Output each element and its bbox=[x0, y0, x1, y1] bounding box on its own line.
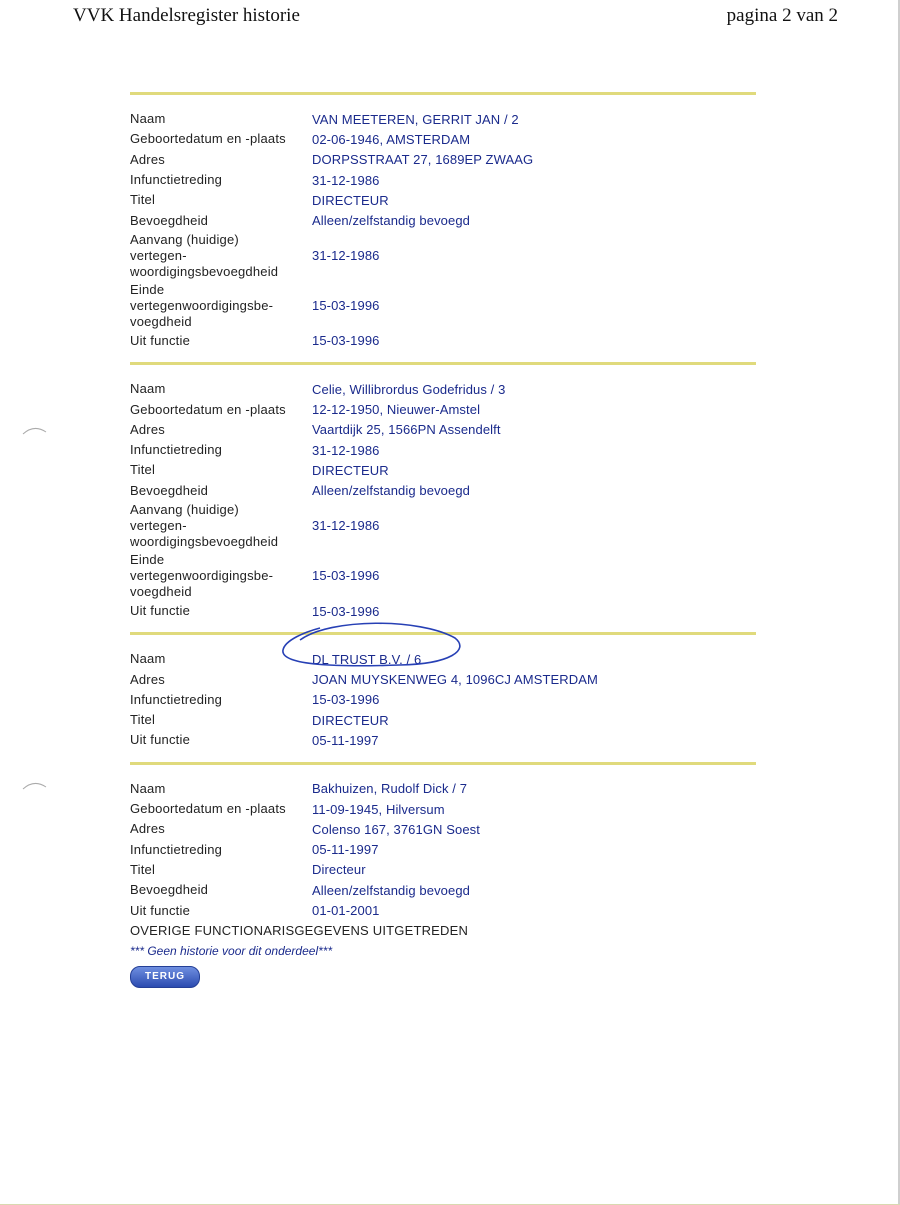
field-value: Colenso 167, 3761GN Soest bbox=[312, 821, 480, 837]
field-label: Infunctietreding bbox=[130, 841, 223, 857]
register-content bbox=[130, 92, 756, 988]
field-row bbox=[130, 281, 756, 331]
field-label: Titel bbox=[130, 712, 156, 728]
field-row bbox=[130, 170, 756, 190]
field-label: Bevoegdheid bbox=[130, 482, 209, 498]
field-value: 15-03-1996 bbox=[312, 298, 380, 314]
field-row bbox=[130, 190, 756, 210]
field-value: Bakhuizen, Rudolf Dick / 7 bbox=[312, 781, 468, 797]
field-row bbox=[130, 109, 756, 129]
field-value: Alleen/zelfstandig bevoegd bbox=[312, 882, 470, 898]
field-label: Uit functie bbox=[130, 732, 191, 748]
geen-historie-note: *** Geen historie voor dit onderdeel*** bbox=[130, 943, 333, 958]
functionaris-block bbox=[130, 95, 756, 362]
field-value: Directeur bbox=[312, 862, 366, 878]
field-row bbox=[130, 649, 756, 669]
field-label: Titel bbox=[130, 192, 156, 208]
field-row bbox=[130, 460, 756, 480]
document-title: VVK Handelsregister historie bbox=[73, 5, 300, 26]
field-label: Adres bbox=[130, 421, 165, 437]
field-label: Adres bbox=[130, 151, 165, 167]
field-label: Titel bbox=[130, 462, 156, 478]
field-label: Einde vertegenwoordigingsbe- voegdheid bbox=[130, 281, 274, 329]
terug-button[interactable]: TERUG bbox=[130, 966, 200, 988]
field-value: Alleen/zelfstandig bevoegd bbox=[312, 213, 470, 229]
field-label: Uit functie bbox=[130, 902, 191, 918]
field-value: DIRECTEUR bbox=[312, 712, 389, 728]
field-value: DORPSSTRAAT 27, 1689EP ZWAAG bbox=[312, 152, 534, 168]
field-label: Naam bbox=[130, 111, 166, 127]
field-label: Infunctietreding bbox=[130, 172, 223, 188]
field-row bbox=[130, 150, 756, 170]
field-value: 15-03-1996 bbox=[312, 603, 380, 619]
scan-mark bbox=[20, 420, 50, 440]
field-value: 15-03-1996 bbox=[312, 568, 380, 584]
field-label: Uit functie bbox=[130, 332, 191, 348]
field-label: Geboortedatum en -plaats bbox=[130, 131, 286, 147]
page-number: pagina 2 van 2 bbox=[726, 5, 838, 26]
field-label: Geboortedatum en -plaats bbox=[130, 401, 286, 417]
field-value: VAN MEETEREN, GERRIT JAN / 2 bbox=[312, 111, 519, 127]
field-value: 11-09-1945, Hilversum bbox=[312, 801, 445, 817]
field-row bbox=[130, 379, 756, 399]
field-row bbox=[130, 669, 756, 689]
field-label: Bevoegdheid bbox=[130, 212, 209, 228]
field-value: 02-06-1946, AMSTERDAM bbox=[312, 131, 471, 147]
field-label: Infunctietreding bbox=[130, 442, 223, 458]
field-label: Uit functie bbox=[130, 603, 191, 618]
field-value: DL TRUST B.V. / 6 bbox=[312, 651, 422, 667]
field-value: Celie, Willibrordus Godefridus / 3 bbox=[312, 381, 506, 397]
field-row bbox=[130, 420, 756, 440]
field-value: 01-01-2001 bbox=[312, 903, 380, 919]
field-label: Geboortedatum en -plaats bbox=[130, 801, 286, 817]
field-row bbox=[130, 399, 756, 419]
field-label: Aanvang (huidige) vertegen- woordigingsbevoegdheid bbox=[130, 501, 279, 549]
field-row bbox=[130, 501, 756, 551]
field-row bbox=[130, 129, 756, 149]
field-row bbox=[130, 860, 756, 880]
field-row bbox=[130, 231, 756, 281]
field-value: 15-03-1996 bbox=[312, 692, 380, 708]
field-value: 31-12-1986 bbox=[312, 172, 380, 188]
overige-heading: OVERIGE FUNCTIONARISGEGEVENS UITGETREDEN bbox=[130, 922, 469, 938]
field-row bbox=[130, 900, 756, 920]
field-row bbox=[130, 331, 756, 351]
field-row bbox=[130, 601, 756, 621]
field-value: DIRECTEUR bbox=[312, 462, 389, 478]
field-label: Naam bbox=[130, 780, 166, 796]
field-row bbox=[130, 481, 756, 501]
field-label: Titel bbox=[130, 861, 156, 877]
field-value: JOAN MUYSKENWEG 4, 1096CJ AMSTERDAM bbox=[312, 672, 598, 688]
field-row bbox=[130, 819, 756, 839]
field-value: 05-11-1997 bbox=[312, 842, 379, 858]
field-row bbox=[130, 799, 756, 819]
field-row bbox=[130, 690, 756, 710]
field-row bbox=[130, 880, 756, 900]
field-value: 05-11-1997 bbox=[312, 732, 379, 748]
field-value: 31-12-1986 bbox=[312, 518, 380, 534]
field-value: Alleen/zelfstandig bevoegd bbox=[312, 483, 470, 499]
field-label: Einde vertegenwoordigingsbe- voegdheid bbox=[130, 551, 274, 599]
field-value: 31-12-1986 bbox=[312, 442, 380, 458]
field-row bbox=[130, 779, 756, 799]
field-value: DIRECTEUR bbox=[312, 192, 389, 208]
field-label: Adres bbox=[130, 671, 165, 687]
field-row bbox=[130, 710, 756, 730]
field-label: Aanvang (huidige) vertegen- woordigingsbevoegdheid bbox=[130, 231, 279, 279]
field-value: Vaartdijk 25, 1566PN Assendelft bbox=[312, 422, 501, 438]
field-value: 15-03-1996 bbox=[312, 333, 380, 349]
field-label: Naam bbox=[130, 381, 166, 397]
field-row bbox=[130, 440, 756, 460]
field-value: 31-12-1986 bbox=[312, 248, 380, 264]
functionaris-block bbox=[130, 365, 756, 632]
field-label: Naam bbox=[130, 651, 166, 667]
field-label: Infunctietreding bbox=[130, 691, 223, 707]
field-value: 12-12-1950, Nieuwer-Amstel bbox=[312, 402, 481, 418]
field-row bbox=[130, 210, 756, 230]
functionaris-block bbox=[130, 635, 756, 761]
functionaris-block bbox=[130, 765, 756, 921]
field-row bbox=[130, 840, 756, 860]
field-row bbox=[130, 730, 756, 750]
field-row bbox=[130, 551, 756, 601]
page-header bbox=[0, 5, 900, 35]
scan-mark bbox=[20, 775, 50, 795]
field-label: Bevoegdheid bbox=[130, 882, 209, 898]
field-label: Adres bbox=[130, 821, 165, 837]
